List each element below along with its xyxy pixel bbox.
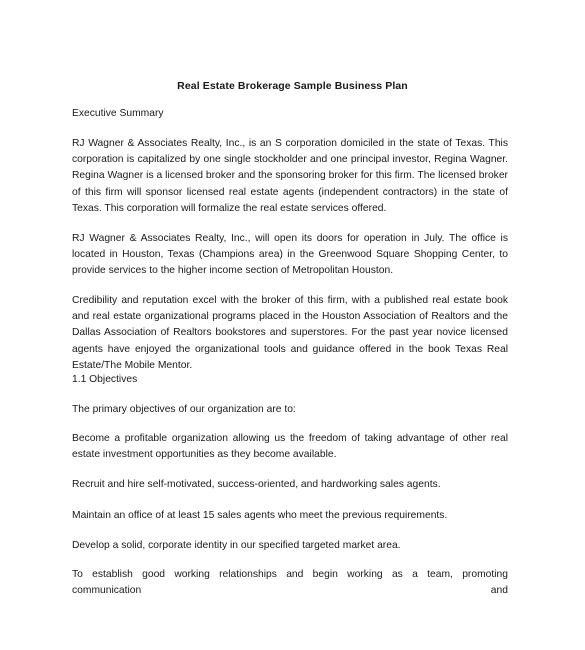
- objectives-heading: 1.1 Objectives: [72, 374, 138, 385]
- paragraph-credibility: Credibility and reputation excel with the broker of this firm, with a published real estate book and real estate organizational programs placed in the Houston Association of Realtors and the Dallas Association of Realtors bookstores and superstores. For the past year novice licensed agents have enjoyed the organizational tools and guidance offered in the book Texas Real Estate/The Mobile Mentor.: [72, 295, 508, 371]
- paragraph-company-overview: RJ Wagner & Associates Realty, Inc., is an S corporation domiciled in the state of Texas. This corporation is capitalized by one single stockholder and one principal investor, Regina Wagner. Regina Wagner is a licensed broker and the sponsoring broker for this firm. The licensed broker of this firm will sponsor licensed real estate agents (independent contractors) in the state of Texas. This corporation will formalize the real estate services offered.: [72, 138, 508, 214]
- paragraph-office-opening: RJ Wagner & Associates Realty, Inc., will open its doors for operation in July. The office is located in Houston, Texas (Champions area) in the Greenwood Square Shopping Center, to provide services to the higher income section of Metropolitan Houston.: [72, 233, 508, 277]
- objectives-intro: The primary objectives of our organization are to:: [72, 404, 296, 415]
- document-title: Real Estate Brokerage Sample Business Plan: [177, 80, 408, 92]
- executive-summary-heading: Executive Summary: [72, 108, 164, 119]
- objective-item: Become a profitable organization allowing us the freedom of taking advantage of other real estate investment opportunities as they become available.: [72, 433, 508, 461]
- objective-item: Develop a solid, corporate identity in our specified targeted market area.: [72, 540, 401, 551]
- objective-item: Recruit and hire self-motivated, success-oriented, and hardworking sales agents.: [72, 479, 441, 490]
- objective-item: Maintain an office of at least 15 sales agents who meet the previous requirements.: [72, 510, 448, 521]
- objective-item: To establish good working relationships and begin working as a team, promoting communication and: [72, 569, 508, 597]
